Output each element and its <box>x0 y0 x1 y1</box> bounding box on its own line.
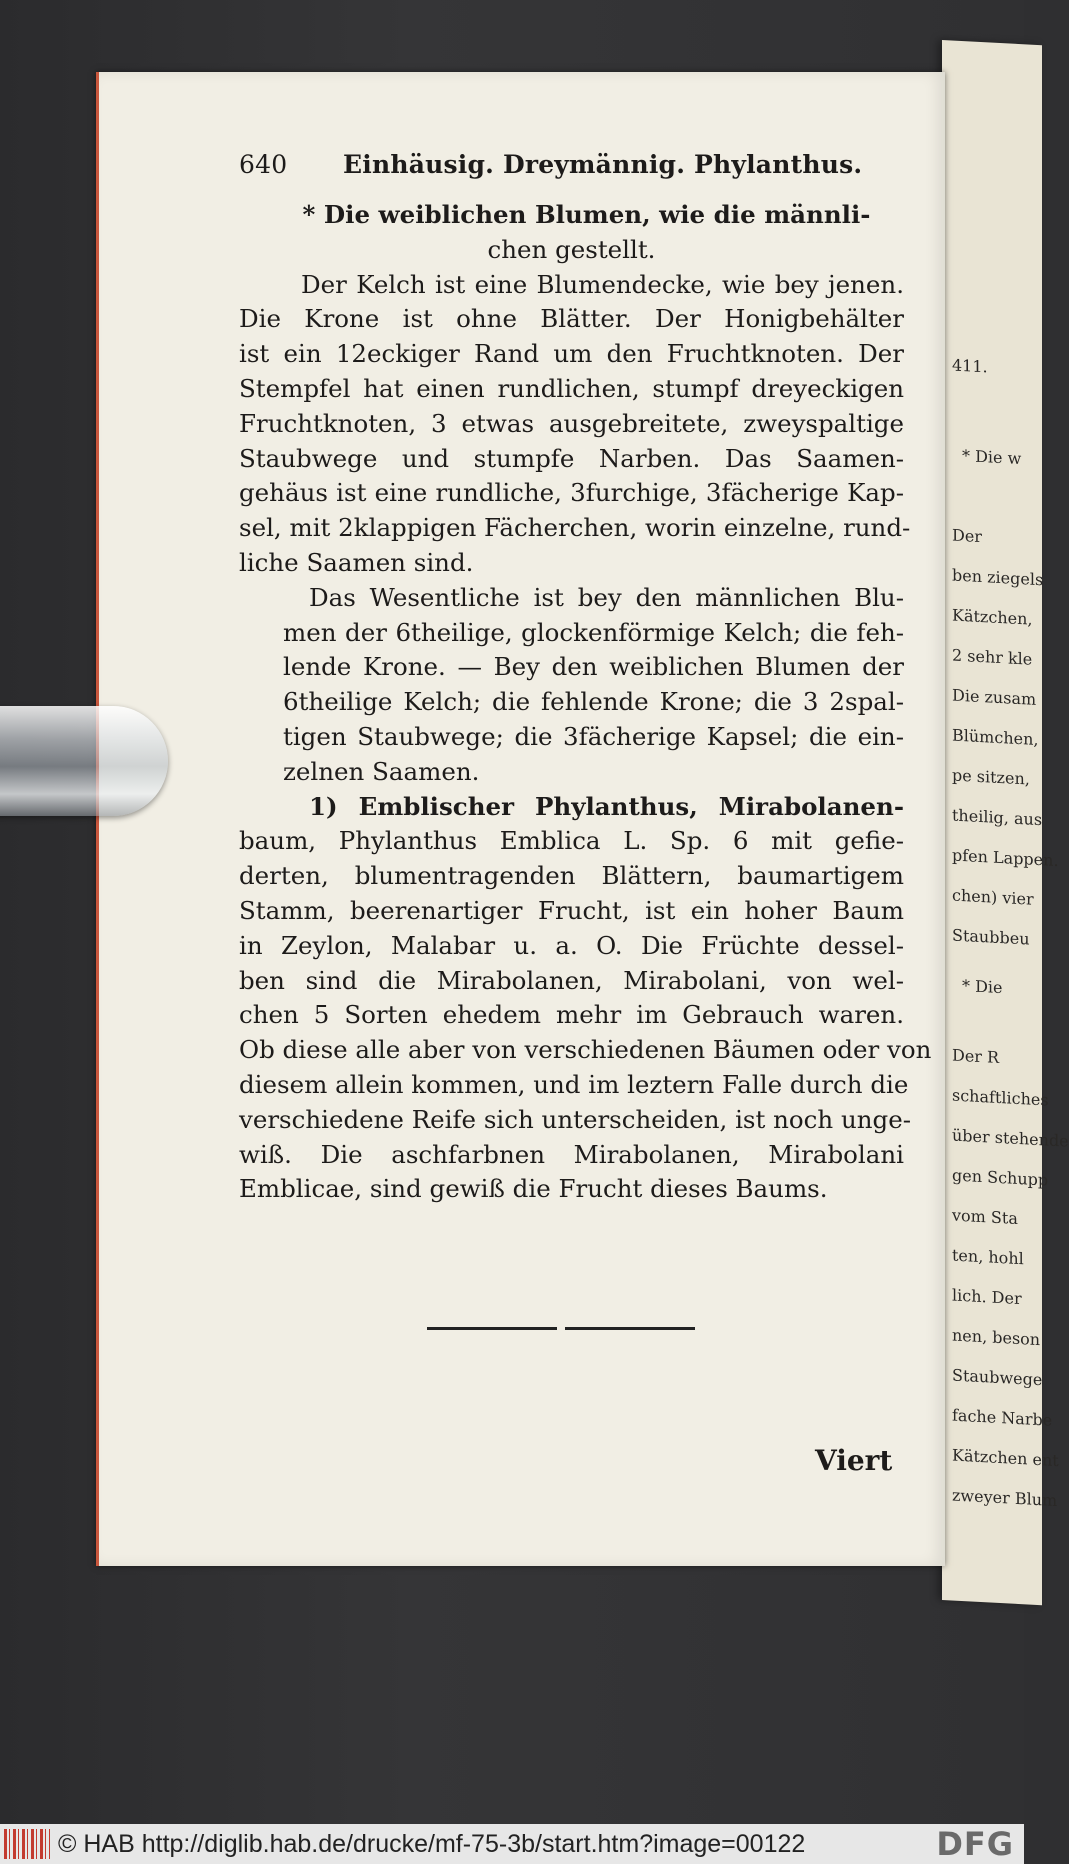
right-page-fragment: pe sitzen, <box>952 765 1030 789</box>
text-line: lende Krone. — Bey den weiblichen Blumen der <box>283 652 904 682</box>
text-line: tigen Staubwege; die 3fächerige Kapsel; die ein- <box>283 721 904 751</box>
text-line: ist ein 12eckiger Rand um den Fruchtknoten. Der <box>239 339 904 369</box>
right-page-fragment: fache Narbe <box>952 1405 1053 1430</box>
right-page-fragment: schaftliches <box>952 1085 1049 1110</box>
right-page-fragment: Kätzchen, <box>952 605 1033 629</box>
text-line: zelnen Saamen. <box>283 756 480 786</box>
book-page <box>96 72 945 1566</box>
text-line: baum, Phylanthus Emblica L. Sp. 6 mit gefie- <box>239 826 904 856</box>
right-page-fragment: * Die <box>962 976 1003 998</box>
glass-page-weight <box>0 706 168 816</box>
right-page-fragment: ten, hohl <box>952 1245 1024 1269</box>
page-text <box>239 150 932 1207</box>
right-page-fragment: vom Sta <box>952 1205 1018 1228</box>
right-page-fragment: nen, beson <box>952 1325 1041 1350</box>
footer-bar <box>0 1824 1024 1864</box>
right-page-fragment: Die zusam <box>952 685 1037 709</box>
page-number: 640 <box>239 150 288 179</box>
right-page-fragment: 2 sehr kle <box>952 645 1033 669</box>
text-line: verschiedene Reife sich unterscheiden, ist noch unge- <box>239 1104 911 1134</box>
right-page-fragment: * Die w <box>962 446 1022 469</box>
text-line: Ob diese alle aber von verschiedenen Bäumen oder von <box>239 1035 932 1065</box>
right-page-fragment: pfen Lappen. <box>952 845 1059 871</box>
text-line: * Die weiblichen Blumen, wie die männli- <box>302 200 871 229</box>
right-page-fragment: Staubwege <box>952 1365 1043 1390</box>
text-line: Emblicae, sind gewiß die Frucht dieses Baums. <box>239 1174 828 1204</box>
text-line: ben sind die Mirabolanen, Mirabolani, von wel- <box>239 965 904 995</box>
text-line: Das Wesentliche ist bey den männlichen Blu- <box>309 582 904 612</box>
text-line: chen 5 Sorten ehedem mehr im Gebrauch waren. <box>239 1000 904 1030</box>
text-line: diesem allein kommen, und im leztern Falle durch die <box>239 1069 909 1099</box>
section-rule <box>427 1327 695 1331</box>
text-line: Staubwege und stumpfe Narben. Das Saamen- <box>239 443 904 473</box>
running-header <box>239 150 904 198</box>
text-line: derten, blumentragenden Blättern, baumartigem <box>239 861 904 891</box>
right-page-fragment: Kätzchen ent <box>952 1445 1059 1471</box>
text-line: men der 6theilige, glockenförmige Kelch; die feh- <box>283 617 904 647</box>
text-line: Stamm, beerenartiger Frucht, ist ein hoher Baum <box>239 895 904 925</box>
barcode-icon <box>4 1829 50 1859</box>
text-line: Stempfel hat einen rundlichen, stumpf dreyeckigen <box>239 373 904 403</box>
right-page-fragment: Blümchen, <box>952 725 1039 750</box>
right-page-fragment: 411. <box>952 355 988 377</box>
text-line: 6theilige Kelch; die fehlende Krone; die 3 2spal- <box>283 687 904 717</box>
right-facing-page <box>942 40 1069 1605</box>
text-line: chen gestellt. <box>487 234 656 264</box>
text-line: wiß. Die aschfarbnen Mirabolanen, Mirabolani <box>239 1139 904 1169</box>
right-page-fragment: Staubbeu <box>952 925 1030 949</box>
text-line: in Zeylon, Malabar u. a. O. Die Früchte dessel- <box>239 930 904 960</box>
right-page-fragment: ben ziegels <box>952 565 1044 590</box>
text-line: liche Saamen sind. <box>239 547 474 577</box>
header-title: Einhäusig. Dreymännig. Phylanthus. <box>343 150 863 179</box>
right-page-fragment: theilig, aus <box>952 805 1043 830</box>
dfg-logo: DFG <box>936 1825 1014 1863</box>
catchword: Viert <box>815 1444 893 1477</box>
right-page-fragment: Der <box>952 525 982 547</box>
footer-copyright[interactable]: © HAB http://diglib.hab.de/drucke/mf-75-3b/start.htm?image=00122 <box>58 1829 806 1858</box>
right-page-fragment: gen Schupp <box>952 1165 1049 1190</box>
right-page-fragment: über stehende <box>952 1125 1069 1151</box>
right-page-fragment: chen) vier <box>952 885 1034 909</box>
text-line: Die Krone ist ohne Blätter. Der Honigbehälter <box>239 304 904 334</box>
right-page-fragment: lich. Der <box>952 1285 1022 1309</box>
text-line: gehäus ist eine rundliche, 3furchige, 3fächerige Kap- <box>239 478 904 508</box>
text-line: sel, mit 2klappigen Fächerchen, worin einzelne, rund- <box>239 513 911 543</box>
text-line: Fruchtknoten, 3 etwas ausgebreitete, zweyspaltige <box>239 408 904 438</box>
text-line: Der Kelch ist eine Blumendecke, wie bey jenen. <box>301 269 904 299</box>
right-page-fragment: zweyer Blum <box>952 1485 1058 1511</box>
right-page-fragment: Der R <box>952 1045 1000 1067</box>
text-line: 1) Emblischer Phylanthus, Mirabolanen- <box>309 791 904 821</box>
